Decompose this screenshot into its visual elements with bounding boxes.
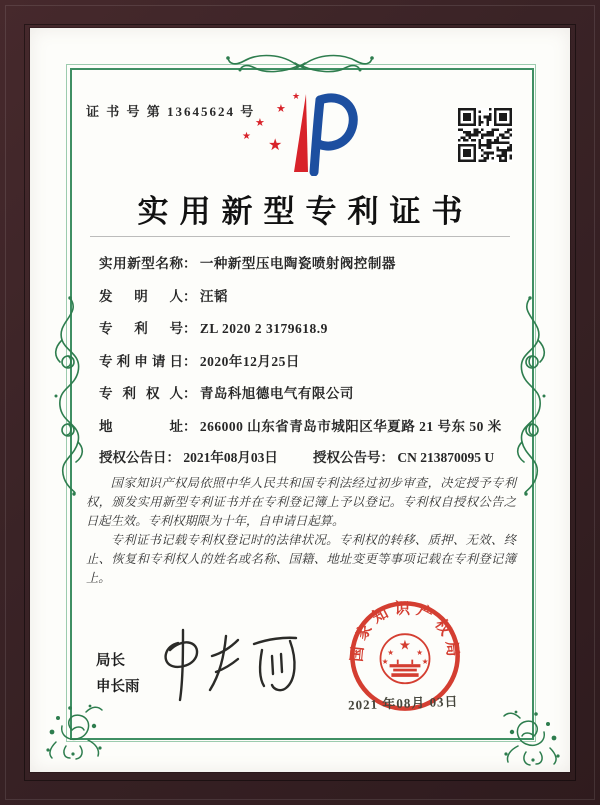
seal-ring-text: 国家知识产权局: [348, 600, 462, 663]
field-label: 地址: [99, 418, 183, 434]
field-row-address: [99, 415, 519, 448]
colon: ：: [183, 256, 197, 271]
title-divider: [90, 236, 510, 237]
grant-date: [99, 450, 278, 465]
field-row-patentee: [99, 382, 519, 415]
grant-row: [99, 446, 529, 466]
field-label: 专利申请日: [99, 353, 183, 369]
field-value: 2020年12月25日: [199, 353, 300, 369]
director-title: 局长: [96, 653, 125, 669]
field-rows: [99, 252, 519, 447]
field-value: 一种新型压电陶瓷喷射阀控制器: [199, 256, 396, 271]
field-label: 授权公告日: [99, 450, 167, 465]
field-label: 专利权人: [99, 386, 183, 401]
svg-text:★: ★: [398, 637, 412, 653]
field-label: 实用新型名称: [99, 256, 183, 271]
colon: ：: [183, 353, 197, 369]
colon: ：: [183, 321, 197, 336]
logo-star-icon: ★: [242, 131, 251, 142]
legal-paragraph-2: 专利证书记载专利权登记时的法律状况。专利权的转移、质押、无效、终止、恢复和专利权人的姓名或名称、国籍、地址变更等事项记载在专利登记簿上。: [86, 533, 516, 585]
colon: ：: [183, 288, 197, 304]
field-value: 266000 山东省青岛市城阳区华夏路 21 号东 50 米: [199, 418, 502, 434]
logo-star-icon: ★: [276, 103, 286, 115]
grant-number: [313, 446, 494, 466]
director-block: [96, 648, 140, 700]
logo-p-mark: [240, 92, 364, 176]
national-emblem: [380, 634, 429, 683]
field-value: ZL 2020 2 3179618.9: [199, 321, 328, 336]
colon: ：: [380, 450, 394, 465]
colon: ：: [183, 386, 197, 401]
field-label: 授权公告号: [313, 450, 381, 465]
logo-star-icon: ★: [268, 137, 283, 154]
svg-text:★: ★: [416, 649, 423, 658]
field-value: 2021年08月03日: [183, 450, 278, 465]
logo-star-icon: ★: [292, 91, 301, 101]
svg-text:★: ★: [421, 658, 429, 667]
svg-text:★: ★: [381, 658, 389, 667]
field-value: CN 213870095 U: [397, 450, 495, 465]
field-row-patent-no: [99, 317, 519, 350]
seal-date: 2021 年08月 03日: [347, 693, 459, 713]
colon: ：: [183, 418, 197, 434]
field-label: 专利号: [99, 321, 183, 336]
field-row-name: [99, 252, 519, 285]
field-label: 发明人: [99, 288, 183, 304]
legal-text: [86, 474, 516, 588]
field-row-filing-date: [99, 350, 519, 383]
cnipa-logo-icon: [240, 92, 364, 176]
field-row-inventor: [99, 285, 519, 318]
field-value: 汪韬: [199, 288, 228, 304]
director-signature: [150, 626, 320, 706]
colon: ：: [166, 450, 180, 465]
svg-text:国家知识产权局: [347, 599, 463, 662]
certificate-number: 证 书 号 第 13645624 号: [86, 104, 256, 119]
field-value: 青岛科旭德电气有限公司: [199, 386, 354, 401]
director-name: 申长雨: [96, 679, 140, 695]
legal-paragraph-1: 国家知识产权局依照中华人民共和国专利法经过初步审查，决定授予专利权，颁发实用新型专利证书并在专利登记簿上予以登记。专利权自授权公告之日起生效。专利权期限为十年，自申请日起算。: [86, 476, 516, 528]
certificate-title: 实用新型专利证书: [137, 194, 474, 229]
logo-star-icon: ★: [255, 117, 265, 129]
svg-text:★: ★: [387, 649, 394, 658]
qr-code: [458, 108, 512, 162]
